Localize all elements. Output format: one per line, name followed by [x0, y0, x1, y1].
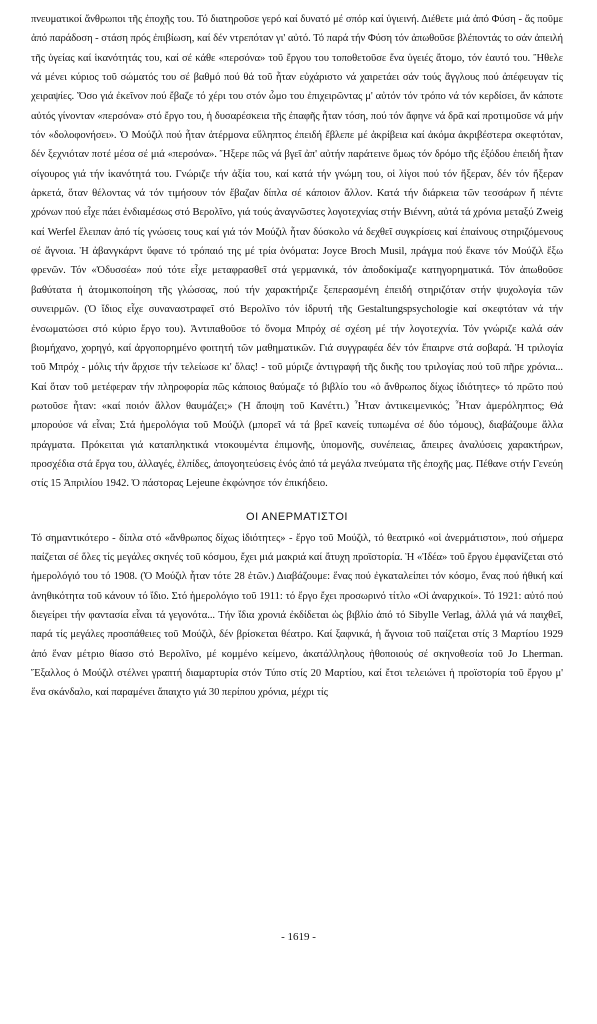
- body-paragraph: πνευματικοί ἄνθρωποι τῆς ἐποχῆς του. Τό διατηροῦσε γερό καί δυνατό μέ σπόρ καί ὑγιεινή. Διέθετε μιά ἀπό Φύση - ἄς ποῦμε ἀπό παράδοση - στάση πρός ἐπιβίωση, καί δέν ντρεπόταν γι' αὐτό. Τό παρά τήν Φύση τόν ἀπωθοῦσε βλέποντάς το σάν ἀπειλή τῆς ὑγείας καί ἱκανότητάς του, καί σέ κάθε «περσόνα» τοῦ ἔργου του τοποθετοῦσε ἕνα ὑγειές ἄτομο, τόν ἑαυτό του. Ἤθελε νά μένει κύριος τοῦ σώματός του σέ βαθμό πού θά τοῦ ἦταν εὐχάριστο νά χαιρετάει σάν τούς ἄγγλους πού ἀπέφευγαν τίς χειραψίες. Ὅσο γιά ἐκεῖνον πού ἔβαζε τό χέρι του στόν ὦμο του ἐπιχειρῶντας μ' αὐτόν τόν τρόπο νά τόν κερδίσει, ἄν κάποτε αὐτός γίνονταν «περσόνα» στό ἔργο του, ἡ δυσαρέσκεια τῆς ἐπαφῆς ἦταν τόση, πού τόν ἄφηνε νά δρᾶ καί προτιμοῦσε νά μήν τόν «δολοφονήσει». Ὁ Μούζιλ πού ἦταν ἀτέρμονα εὔληπτος ἐπειδή ἔβλεπε μέ ἀκρίβεια καί ἀκόμα ἀκριβέστερα σκεφτόταν, δέν ξεχνιόταν ποτέ μέσα σέ μιά «περσόνα». Ἤξερε πῶς νά βγεῖ ἀπ' αὐτήν παράτεινε ὅμως τόν δρόμο τῆς ἐξόδου ἐπειδή ἦταν σίγουρος γιά τήν ἱκανότητά του. Γνώριζε τήν ἀξία του, καί κατά τήν γνώμη του, οἱ λίγοι πού τόν ἤξεραν, δέν τόν ἤξεραν ἀρκετά, ὅταν θέλοντας νά τόν τιμήσουν τόν ἔβαζαν δίπλα σέ κάποιον ἄλλον. Κατά τήν διάρκεια τῶν τεσσάρων ἤ πέντε χρόνων πού εἶχε πάει ἐνδιαμέσως στό Βερολῖνο, γιά τούς ἀναγνῶστες λογοτεχνίας στήν Βιέννη, αὐτά τά χρόνια μεταξύ Zweig καί Werfel ἔλειπαν ἀπό τίς γνώσεις τους καί γιά τόν Μούζιλ ἦταν δύσκολο νά δεχθεῖ συγκρίσεις καί ἐπαίνους στηριζόμενους σέ ἄγνοια. Ἡ ἀβανγκάρντ ὕφανε τό τρόπαιό της μέ τρία ὀνόματα: Joyce Broch Musil, πράγμα πού ἔκανε τόν Μούζιλ ἔξω φρενῶν. Τόν «Ὀδυσσέα» πού τότε εἶχε μεταφρασθεῖ στά γερμανικά, τόν ἀποδοκίμαζε κατηγορηματικά. Τόν ἀπωθοῦσε βαθύτατα ἡ ἀτομικοποίηση τῆς γλώσσας, πού τήν χαρακτήριζε ξεπερασμένη ἐπειδή στηριζόταν στήν ψυχολογία τῶν συνειρμῶν. (Ὁ ἴδιος εἶχε συναναστραφεῖ στό Βερολῖνο τόν ἱδρυτή τῆς Gestaltungspsychologie καί σκεφτόταν νά τήν ἐνσωματώσει στό κύριο ἔργο του). Ἀντιπαθοῦσε τό ὄνομα Μπρόχ σέ σχέση μέ τήν λογοτεχνία. Τόν γνώριζε καλά σάν βιομήχανο, χορηγό, καί ἀργοπορημένο φοιτητή τῶν μαθηματικῶν. Γιά συγγραφέα δέν τόν ἔπαιρνε στά σοβαρά. Ἡ τριλογία τοῦ Μπρόχ - μόλις τήν ἄρχισε τήν τελείωσε κι' ὅλας! - τοῦ μύριζε ἀντιγραφή τῆς δικῆς του τριλογίας πού τοῦ πῆρε χρόνια... Καί ὅταν τοῦ μετέφεραν τήν πληροφορία πῶς κάποιος θαύμαζε τό βιβλίο του «ὁ ἄνθρωπος δίχως ἰδιότητες» τό πρῶτο πού ρωτοῦσε ἦταν: «καί ποιόν ἄλλον θαυμάζει;» (Ἡ ἄποψη τοῦ Κανέττι.) Ἦταν ἀντικειμενικός; Ἦταν ἀμερόληπτος; Θά μπορούσε νά εἶναι; Στά ἡμερολόγια τοῦ Μούζιλ (μπορεῖ νά τά βρεῖ κανείς τυπωμένα σέ δύο τόμους), διαβάζουμε ἄλλα πράγματα. Πρόκειται γιά καταπληκτικά ντοκουμέντα ἐπιμονῆς, ὑπομονῆς, συνέπειας, ἄπειρες ἀναλύσεις χαρακτήρων, προσχέδια στά ἔργα του, ἀλλαγές, ἐλπίδες, ἀπογοητεύσεις ἑνός ἀπό τά μεγάλα πνεύματα τῆς ἐποχῆς μας. Πέθανε στήν Γενεύη στίς 15 Ἀπριλίου 1942. Ὁ πάστορας Lejeune ἐκφώνησε τόν ἐπικήδειο.: [31, 14, 563, 490]
- body-paragraph: Τό σημαντικότερο - δίπλα στό «ἄνθρωπος δίχως ἰδιότητες» - ἔργο τοῦ Μούζιλ, τό θεατρικό «οἱ ἀνερμάτιστοι», πού σήμερα παίζεται σέ ὅλες τίς μεγάλες σκηνές τοῦ κόσμου, ἔχει μιά μακριά καί ἄτυχη προϊστορία. Ἡ «Ἰδέα» τοῦ ἔργου ἐμφανίζεται στό ἡμερολόγιό του τό 1908. (Ὁ Μούζιλ ἦταν τότε 28 ἐτῶν.) Διαβάζουμε: ἕνας πού ἐγκαταλείπει τόν κόσμο, ἕνας πού ἠθική καί ἀνηθικότητα τοῦ κάνουν τό ἴδιο. Στό ἡμερολόγιο τοῦ 1911: τό ἔργο ἔχει προσωρινό τίτλο «Οἱ ἀναρχικοί». Τό 1921: αὐτό πού διεγείρει τήν φαντασία εἶναι τά γεγονότα... Τήν ἴδια χρονιά ἐκδίδεται ὡς βιβλίο ἀπό τό Sibylle Verlag, ἀλλά γιά νά παιχθεῖ, παρά τίς μεγάλες προσπάθειες τοῦ Μούζιλ, δέν βρίσκεται θέατρο. Καί ξαφνικά, ἡ ἄγνοια τοῦ παίζεται στίς 3 Μαρτίου 1929 ἀπό ἕναν μέτριο θίασο στό Βερολῖνο, μέ κομμένο κείμενο, ἀκατάλληλους ἠθοποιούς σέ σκηνοθεσία τοῦ Jo Lherman. Ἔξαλλος ὁ Μούζιλ στέλνει γραπτή διαμαρτυρία στόν Τύπο στίς 20 Μαρτίου, καί ἔτσι τελειώνει ἡ προϊστορία τοῦ ἔργου μ' ἕνα σκάνδαλο, καί παραμένει ἄπαιχτο γιά 30 περίπου χρόνια, μέχρι τίς: [31, 532, 563, 699]
- page-body: [31, 10, 563, 703]
- page-number: - 1619 -: [281, 931, 316, 943]
- section-heading: ΟΙ ΑΝΕΡΜΑΤΙΣΤΟΙ: [246, 510, 348, 523]
